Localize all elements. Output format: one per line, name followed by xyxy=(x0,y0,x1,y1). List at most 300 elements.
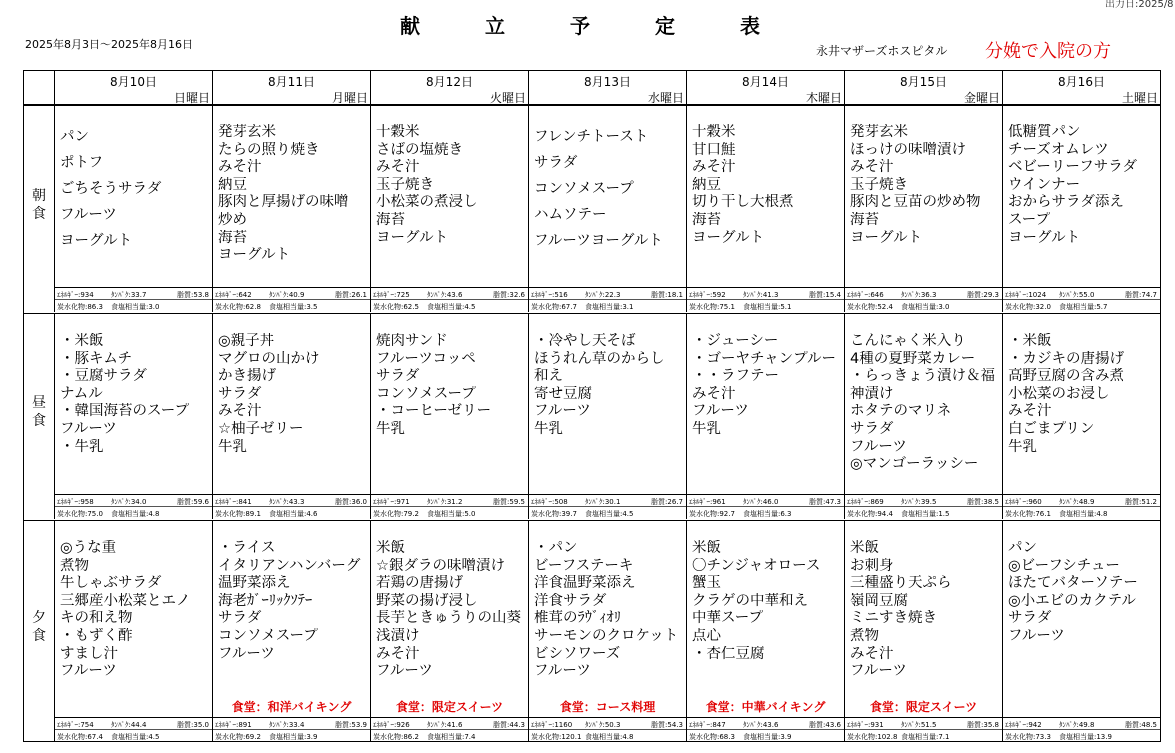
carb-value: 炭水化物:52.4 xyxy=(847,303,893,311)
meal-label-char: 朝 xyxy=(32,188,46,204)
day-weekday: 土曜日 xyxy=(1121,91,1158,105)
energy-value: ｴﾈﾙｷﾞｰ:754 xyxy=(57,721,94,729)
carb-value: 炭水化物:79.2 xyxy=(373,510,419,518)
dish-item: みそ汁 xyxy=(218,403,262,420)
dish-item: ・もずく酢 xyxy=(60,627,133,644)
energy-value: ｴﾈﾙｷﾞｰ:1160 xyxy=(531,721,573,729)
protein-value: ﾀﾝﾊﾟｸ:31.2 xyxy=(427,498,463,506)
protein-value: ﾀﾝﾊﾟｸ:46.0 xyxy=(743,498,779,506)
dish-item: ヨーグルト xyxy=(60,233,133,249)
cafeteria-event: 食堂：和洋バイキング xyxy=(231,700,352,714)
dish-item: ・韓国海苔のスープ xyxy=(60,403,190,420)
nutrition-info xyxy=(845,287,1002,312)
nutrition-row xyxy=(1003,719,1160,730)
salt-value: 食塩相当量:4.6 xyxy=(269,510,318,518)
energy-value: ｴﾈﾙｷﾞｰ:971 xyxy=(373,498,410,506)
meal-cell-dinner xyxy=(1002,520,1160,742)
dish-item: キの和え物 xyxy=(60,610,133,627)
dish-item: 洋食温野菜添え xyxy=(534,575,636,592)
salt-value: 食塩相当量:7.4 xyxy=(427,733,476,741)
nutrition-row xyxy=(529,719,686,730)
dish-item: ・ジューシー xyxy=(692,333,779,349)
meal-cell-lunch xyxy=(370,313,528,519)
dish-item: ベビーリーフサラダ xyxy=(1008,159,1138,176)
dish-item: 小松菜のお浸し xyxy=(1008,385,1110,402)
nutrition-row xyxy=(529,731,686,742)
nutrition-info xyxy=(845,494,1002,519)
dish-item: パン xyxy=(60,129,89,145)
dish-item: 〇チンジャオロース xyxy=(692,557,821,574)
dish-item: 高野豆腐の含み煮 xyxy=(1008,368,1124,385)
nutrition-info xyxy=(55,494,212,519)
energy-value: ｴﾈﾙｷﾞｰ:725 xyxy=(373,291,410,299)
meal-cell-lunch xyxy=(1002,313,1160,519)
title-char: 献 xyxy=(400,14,420,38)
dish-item: フルーツ xyxy=(218,645,275,662)
protein-value: ﾀﾝﾊﾟｸ:39.5 xyxy=(901,498,937,506)
hospital-name: 永井マザーズホスピタル xyxy=(816,44,948,58)
dish-item: こんにゃく米入り xyxy=(850,333,966,349)
nutrition-info xyxy=(213,287,370,312)
meal-label-char: 夕 xyxy=(32,610,46,626)
dish-item: すまし汁 xyxy=(60,645,118,662)
nutrition-row xyxy=(529,289,686,300)
day-weekday: 月曜日 xyxy=(331,91,368,105)
dish-item: ほうれん草のからし xyxy=(534,350,665,367)
carb-value: 炭水化物:76.1 xyxy=(1005,510,1051,518)
nutrition-row xyxy=(529,496,686,507)
issued-date: 出力日:2025/8 xyxy=(1105,0,1174,10)
meal-cell-breakfast xyxy=(528,106,686,312)
menu-table xyxy=(23,70,1161,742)
carb-value: 炭水化物:68.3 xyxy=(689,733,735,741)
dish-item: ◎マンゴーラッシー xyxy=(850,456,979,473)
dish-item: 点心 xyxy=(692,627,721,644)
fat-value: 脂質:54.3 xyxy=(651,721,683,729)
dish-item: 炒め xyxy=(218,211,247,228)
page-title xyxy=(400,10,760,39)
protein-value: ﾀﾝﾊﾟｸ:33.4 xyxy=(269,721,305,729)
dish-item: 米飯 xyxy=(376,540,405,556)
dish-item: 低糖質パン xyxy=(1008,124,1081,140)
nutrition-row xyxy=(1003,289,1160,300)
dish-item: フルーツ xyxy=(60,663,117,680)
dish-list xyxy=(60,540,210,681)
nutrition-row xyxy=(687,301,844,312)
day-weekday: 水曜日 xyxy=(647,91,684,105)
dish-list xyxy=(850,124,1000,247)
dish-item: 豚肉と豆苗の炒め物 xyxy=(850,194,981,211)
dish-item: 牛乳 xyxy=(534,420,563,437)
dish-item: みそ汁 xyxy=(1008,403,1052,420)
day-header xyxy=(686,71,844,104)
dish-item: 長芋ときゅうりの山葵 xyxy=(376,610,521,627)
dish-item: 若鶏の唐揚げ xyxy=(376,575,463,592)
dish-item: 三種盛り天ぷら xyxy=(850,575,952,592)
dish-item: 牛乳 xyxy=(376,420,405,437)
nutrition-row xyxy=(55,496,212,507)
dish-item: ヨーグルト xyxy=(376,229,449,246)
energy-value: ｴﾈﾙｷﾞｰ:961 xyxy=(689,498,726,506)
energy-value: ｴﾈﾙｷﾞｰ:516 xyxy=(531,291,568,299)
dish-item: ・パン xyxy=(534,540,578,556)
dish-item: ・杏仁豆腐 xyxy=(692,645,765,662)
meal-cell-breakfast xyxy=(686,106,844,312)
dish-item: ・冷やし天そば xyxy=(534,333,636,349)
dish-item: フルーツ xyxy=(60,420,117,437)
salt-value: 食塩相当量:3.0 xyxy=(901,303,950,311)
dish-item: ほたてバターソテー xyxy=(1008,575,1138,592)
dish-item: コンソメスープ xyxy=(218,627,318,644)
nutrition-row xyxy=(845,496,1002,507)
fat-value: 脂質:53.9 xyxy=(335,721,367,729)
nutrition-row xyxy=(213,731,370,742)
energy-value: ｴﾈﾙｷﾞｰ:869 xyxy=(847,498,884,506)
nutrition-row xyxy=(845,508,1002,519)
dish-item: 浅漬け xyxy=(376,627,420,644)
energy-value: ｴﾈﾙｷﾞｰ:942 xyxy=(1005,721,1042,729)
day-date: 8月10日 xyxy=(110,75,157,89)
nutrition-row xyxy=(687,289,844,300)
nutrition-row xyxy=(687,731,844,742)
dish-item: ・ゴーヤチャンプルー xyxy=(692,350,836,367)
protein-value: ﾀﾝﾊﾟｸ:50.3 xyxy=(585,721,621,729)
meal-cell-lunch xyxy=(528,313,686,519)
dish-item: ・らっきょう漬け＆福 xyxy=(850,368,995,385)
dish-list xyxy=(376,540,526,681)
nutrition-row xyxy=(529,508,686,519)
nutrition-row xyxy=(213,301,370,312)
dish-item: 玉子焼き xyxy=(376,176,434,193)
dish-item: 切り干し大根煮 xyxy=(692,194,794,211)
nutrition-info xyxy=(213,494,370,519)
day-date: 8月13日 xyxy=(584,75,631,89)
protein-value: ﾀﾝﾊﾟｸ:36.3 xyxy=(901,291,937,299)
fat-value: 脂質:15.4 xyxy=(809,291,841,299)
fat-value: 脂質:26.7 xyxy=(651,498,683,506)
meal-cell-dinner xyxy=(54,520,212,742)
nutrition-row xyxy=(1003,731,1160,742)
day-header xyxy=(1002,71,1160,104)
energy-value: ｴﾈﾙｷﾞｰ:960 xyxy=(1005,498,1042,506)
salt-value: 食塩相当量:6.3 xyxy=(743,510,792,518)
meal-cell-lunch xyxy=(54,313,212,519)
dish-item: お刺身 xyxy=(850,557,894,574)
cafeteria-event: 食堂：限定スイーツ xyxy=(869,700,978,714)
cafeteria-event: 食堂：中華バイキング xyxy=(705,700,826,714)
fat-value: 脂質:59.5 xyxy=(493,498,525,506)
title-char: 表 xyxy=(740,14,760,38)
carb-value: 炭水化物:32.0 xyxy=(1005,303,1051,311)
day-date: 8月12日 xyxy=(426,75,473,89)
dish-item: かき揚げ xyxy=(218,368,276,385)
nutrition-row xyxy=(55,719,212,730)
nutrition-row xyxy=(55,508,212,519)
dish-item: 海苔 xyxy=(218,229,247,246)
carb-value: 炭水化物:62.8 xyxy=(215,303,261,311)
nutrition-row xyxy=(1003,496,1160,507)
dish-item: フルーツヨーグルト xyxy=(534,233,663,249)
dish-item: フルーツ xyxy=(534,403,591,420)
dish-item: みそ汁 xyxy=(376,645,420,662)
meal-label xyxy=(24,609,54,645)
carb-value: 炭水化物:62.5 xyxy=(373,303,419,311)
dish-item: 牛乳 xyxy=(1008,438,1037,455)
nutrition-row xyxy=(213,719,370,730)
day-header xyxy=(370,71,528,104)
carb-value: 炭水化物:89.1 xyxy=(215,510,261,518)
salt-value: 食塩相当量:1.5 xyxy=(901,510,950,518)
energy-value: ｴﾈﾙｷﾞｰ:508 xyxy=(531,498,568,506)
dish-list xyxy=(534,540,684,681)
salt-value: 食塩相当量:5.0 xyxy=(427,510,476,518)
energy-value: ｴﾈﾙｷﾞｰ:642 xyxy=(215,291,252,299)
meal-cell-breakfast xyxy=(370,106,528,312)
day-header xyxy=(54,71,212,104)
dish-item: ナムル xyxy=(60,385,103,402)
dish-item: マグロの山かけ xyxy=(218,350,320,367)
fat-value: 脂質:43.6 xyxy=(809,721,841,729)
fat-value: 脂質:35.0 xyxy=(177,721,209,729)
title-char: 定 xyxy=(655,14,675,38)
nutrition-row xyxy=(529,301,686,312)
salt-value: 食塩相当量:3.5 xyxy=(269,303,318,311)
nutrition-row xyxy=(371,508,528,519)
dish-item: 牛しゃぶサラダ xyxy=(60,575,162,592)
nutrition-row xyxy=(371,496,528,507)
meal-label-char: 食 xyxy=(32,413,46,429)
dish-list xyxy=(692,124,842,247)
dish-list xyxy=(850,333,1000,474)
nutrition-row xyxy=(687,719,844,730)
protein-value: ﾀﾝﾊﾟｸ:34.0 xyxy=(111,498,147,506)
nutrition-info xyxy=(1003,287,1160,312)
meal-cell-dinner xyxy=(686,520,844,742)
dish-item: 小松菜の煮浸し xyxy=(376,194,478,211)
protein-value: ﾀﾝﾊﾟｸ:43.6 xyxy=(427,291,463,299)
dish-item: ・豚キムチ xyxy=(60,350,133,367)
energy-value: ｴﾈﾙｷﾞｰ:926 xyxy=(373,721,410,729)
dish-item: ウインナー xyxy=(1008,176,1081,193)
dish-item: 野菜の揚げ浸し xyxy=(376,592,478,609)
meal-cell-dinner xyxy=(528,520,686,742)
fat-value: 脂質:35.8 xyxy=(967,721,999,729)
fat-value: 脂質:74.7 xyxy=(1125,291,1157,299)
energy-value: ｴﾈﾙｷﾞｰ:891 xyxy=(215,721,252,729)
salt-value: 食塩相当量:4.8 xyxy=(1059,510,1108,518)
dish-item: フルーツ xyxy=(60,207,117,223)
protein-value: ﾀﾝﾊﾟｸ:43.3 xyxy=(269,498,305,506)
fat-value: 脂質:32.6 xyxy=(493,291,525,299)
protein-value: ﾀﾝﾊﾟｸ:44.4 xyxy=(111,721,147,729)
dish-item: 嶺岡豆腐 xyxy=(850,592,908,609)
dish-item: 発芽玄米 xyxy=(218,124,276,140)
dish-item: コンソメスープ xyxy=(376,385,476,402)
title-char: 予 xyxy=(570,14,590,38)
meal-cell-lunch xyxy=(212,313,370,519)
fat-value: 脂質:47.3 xyxy=(809,498,841,506)
dish-list xyxy=(60,124,210,254)
energy-value: ｴﾈﾙｷﾞｰ:841 xyxy=(215,498,252,506)
nutrition-info xyxy=(55,287,212,312)
carb-value: 炭水化物:69.2 xyxy=(215,733,261,741)
carb-value: 炭水化物:86.3 xyxy=(57,303,103,311)
dish-list xyxy=(534,333,684,439)
protein-value: ﾀﾝﾊﾟｸ:51.5 xyxy=(901,721,937,729)
fat-value: 脂質:36.0 xyxy=(335,498,367,506)
nutrition-info xyxy=(529,494,686,519)
dish-list xyxy=(218,333,368,456)
fat-value: 脂質:18.1 xyxy=(651,291,683,299)
nutrition-row xyxy=(371,719,528,730)
fat-value: 脂質:26.1 xyxy=(335,291,367,299)
dish-item: 納豆 xyxy=(692,176,721,193)
fat-value: 脂質:53.8 xyxy=(177,291,209,299)
salt-value: 食塩相当量:5.1 xyxy=(743,303,792,311)
dish-list xyxy=(850,540,1000,681)
carb-value: 炭水化物:39.7 xyxy=(531,510,577,518)
protein-value: ﾀﾝﾊﾟｸ:48.9 xyxy=(1059,498,1095,506)
dish-item: サラダ xyxy=(376,368,420,385)
nutrition-row xyxy=(371,289,528,300)
audience-label: 分娩で入院の方 xyxy=(985,41,1111,62)
dish-item: イタリアンハンバーグ xyxy=(218,557,361,574)
meal-label xyxy=(24,394,54,430)
nutrition-info xyxy=(1003,717,1160,742)
dish-item: 白ごまプリン xyxy=(1008,420,1095,437)
fat-value: 脂質:48.5 xyxy=(1125,721,1157,729)
protein-value: ﾀﾝﾊﾟｸ:43.6 xyxy=(743,721,779,729)
dish-item: 十穀米 xyxy=(692,124,736,140)
dish-item: フルーツコッペ xyxy=(376,350,476,367)
nutrition-info xyxy=(529,287,686,312)
dish-list xyxy=(534,124,684,254)
dish-item: フルーツ xyxy=(1008,627,1065,644)
dish-item: みそ汁 xyxy=(850,159,894,176)
carb-value: 炭水化物:92.7 xyxy=(689,510,735,518)
dish-item: たらの照り焼き xyxy=(218,141,320,158)
dish-item: 十穀米 xyxy=(376,124,420,140)
dish-item: 神漬け xyxy=(850,385,894,402)
dish-item: 玉子焼き xyxy=(850,176,908,193)
energy-value: ｴﾈﾙｷﾞｰ:847 xyxy=(689,721,726,729)
dish-item: スープ xyxy=(1008,211,1051,228)
protein-value: ﾀﾝﾊﾟｸ:41.6 xyxy=(427,721,463,729)
nutrition-info xyxy=(1003,494,1160,519)
dish-item: 中華スープ xyxy=(692,610,764,627)
dish-item: ◎親子丼 xyxy=(218,333,275,349)
dish-item: 和え xyxy=(534,368,563,385)
dish-item: 海苔 xyxy=(692,211,721,228)
fat-value: 脂質:59.6 xyxy=(177,498,209,506)
salt-value: 食塩相当量:4.5 xyxy=(585,510,634,518)
day-header xyxy=(844,71,1002,104)
dish-item: ヨーグルト xyxy=(218,247,291,264)
cafeteria-event: 食堂：コース料理 xyxy=(559,700,656,714)
dish-item: 煮物 xyxy=(60,557,89,574)
dish-list xyxy=(692,333,842,439)
meal-label-char: 食 xyxy=(32,628,46,644)
dish-item: フルーツ xyxy=(850,438,907,455)
salt-value: 食塩相当量:7.1 xyxy=(901,733,950,741)
day-date: 8月11日 xyxy=(268,75,315,89)
protein-value: ﾀﾝﾊﾟｸ:55.0 xyxy=(1059,291,1095,299)
meal-cell-dinner xyxy=(370,520,528,742)
nutrition-row xyxy=(687,496,844,507)
salt-value: 食塩相当量:3.0 xyxy=(111,303,160,311)
dish-item: ・米飯 xyxy=(60,333,104,349)
dish-item: サラダ xyxy=(534,155,578,171)
dish-list xyxy=(376,124,526,247)
nutrition-row xyxy=(213,289,370,300)
dish-list xyxy=(1008,124,1158,247)
dish-item: ◎ビーフシチュー xyxy=(1008,557,1120,574)
dish-item: フレンチトースト xyxy=(534,129,649,145)
meal-cell-breakfast xyxy=(844,106,1002,312)
dish-item: 温野菜添え xyxy=(218,575,291,592)
nutrition-row xyxy=(371,301,528,312)
salt-value: 食塩相当量:13.9 xyxy=(1059,733,1112,741)
day-weekday: 日曜日 xyxy=(173,91,210,105)
dish-item: 焼肉サンド xyxy=(376,333,448,349)
protein-value: ﾀﾝﾊﾟｸ:49.8 xyxy=(1059,721,1095,729)
dish-item: 牛乳 xyxy=(692,420,721,437)
date-range: 2025年8月3日～2025年8月16日 xyxy=(25,38,193,51)
dish-list xyxy=(1008,333,1158,456)
dish-item: さばの塩焼き xyxy=(376,141,463,158)
dish-item: パン xyxy=(1008,540,1037,556)
dish-item: 牛乳 xyxy=(218,438,247,455)
salt-value: 食塩相当量:4.5 xyxy=(427,303,476,311)
day-header xyxy=(212,71,370,104)
dish-item: ・カジキの唐揚げ xyxy=(1008,350,1124,367)
dish-item: サラダ xyxy=(218,385,262,402)
nutrition-info xyxy=(371,717,528,742)
dish-item: ヨーグルト xyxy=(1008,229,1081,246)
protein-value: ﾀﾝﾊﾟｸ:40.9 xyxy=(269,291,305,299)
dish-item: フルーツ xyxy=(534,663,591,680)
energy-value: ｴﾈﾙｷﾞｰ:646 xyxy=(847,291,884,299)
day-date: 8月15日 xyxy=(900,75,947,89)
dish-list xyxy=(60,333,210,456)
carb-value: 炭水化物:75.0 xyxy=(57,510,103,518)
carb-value: 炭水化物:120.1 xyxy=(531,733,582,741)
protein-value: ﾀﾝﾊﾟｸ:30.1 xyxy=(585,498,621,506)
dish-item: 海苔 xyxy=(850,211,879,228)
energy-value: ｴﾈﾙｷﾞｰ:958 xyxy=(57,498,94,506)
nutrition-row xyxy=(213,496,370,507)
dish-list xyxy=(218,540,368,663)
carb-value: 炭水化物:94.4 xyxy=(847,510,893,518)
title-char: 立 xyxy=(485,14,505,38)
energy-value: ｴﾈﾙｷﾞｰ:931 xyxy=(847,721,884,729)
dish-item: サラダ xyxy=(218,610,262,627)
carb-value: 炭水化物:67.7 xyxy=(531,303,577,311)
dish-item: 甘口鮭 xyxy=(692,141,736,158)
nutrition-row xyxy=(845,731,1002,742)
dish-item: 洋食サラダ xyxy=(534,592,607,609)
dish-item: 豚肉と厚揚げの味噌 xyxy=(218,194,349,211)
cafeteria-event: 食堂：限定スイーツ xyxy=(395,700,504,714)
salt-value: 食塩相当量:4.5 xyxy=(111,733,160,741)
meal-cell-breakfast xyxy=(212,106,370,312)
dish-item: サーモンのクロケット xyxy=(534,627,679,644)
dish-item: 米飯 xyxy=(850,540,879,556)
carb-value: 炭水化物:75.1 xyxy=(689,303,735,311)
dish-list xyxy=(1008,540,1158,646)
dish-list xyxy=(218,124,368,265)
dish-item: ビーフステーキ xyxy=(534,557,634,574)
